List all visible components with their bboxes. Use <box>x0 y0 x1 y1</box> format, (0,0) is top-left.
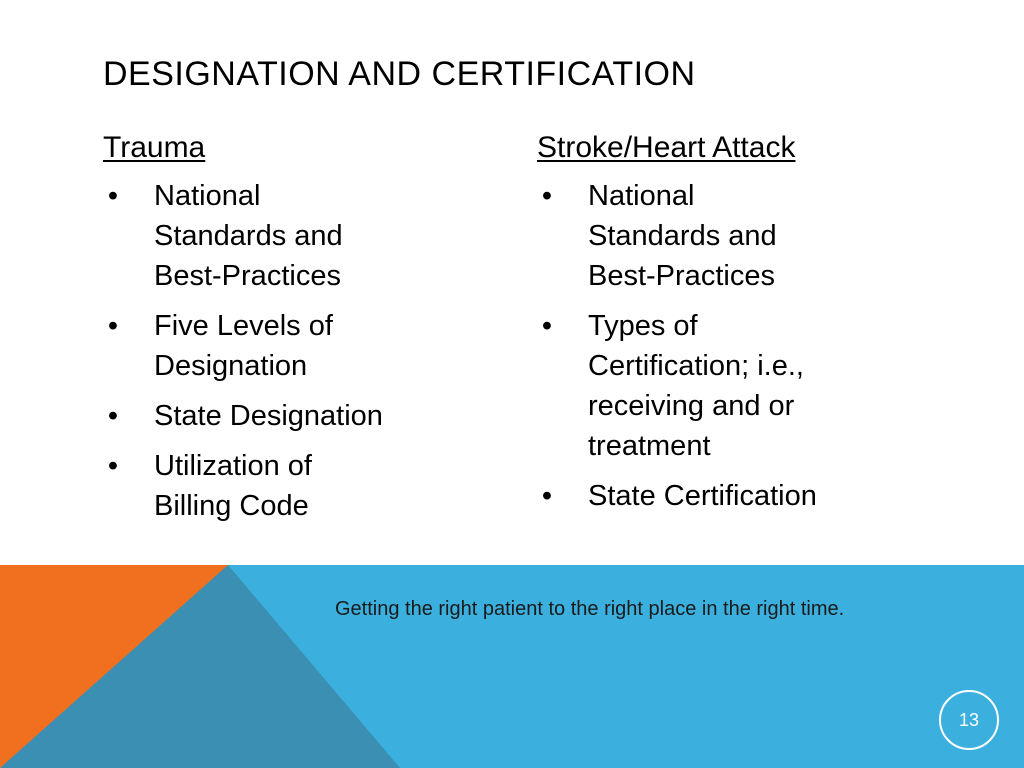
bullet-text-line: receiving and or <box>588 390 795 422</box>
bullet-text-line: Standards and <box>588 220 777 252</box>
bullet-text-line: State Designation <box>154 400 383 432</box>
bullet-item <box>537 306 917 466</box>
bullet-mark: • <box>541 310 553 342</box>
bullet-mark: • <box>107 180 119 212</box>
footer-tagline: Getting the right patient to the right place in the right time. <box>335 598 845 620</box>
stroke-heart-attack-bullet-list <box>537 176 917 516</box>
bullet-text-line: Designation <box>154 350 308 382</box>
bullet-text-line: Standards and <box>154 220 343 252</box>
bullet-text-line: State Certification <box>588 480 817 512</box>
page-number-badge: 13 <box>939 690 999 750</box>
trauma-heading: Trauma <box>103 131 206 164</box>
bullet-text-line: National <box>154 180 261 212</box>
bullet-item <box>103 396 483 436</box>
stroke-heart-attack-heading: Stroke/Heart Attack <box>537 131 796 164</box>
trauma-column <box>103 128 483 536</box>
bullet-item <box>537 176 917 296</box>
bullet-text-line: Billing Code <box>154 490 309 522</box>
bullet-item <box>103 176 483 296</box>
bullet-mark: • <box>107 400 119 432</box>
bullet-text-line: Certification; i.e., <box>588 350 804 382</box>
stroke-heart-attack-column <box>537 128 917 526</box>
bullet-text-line: Types of <box>588 310 698 342</box>
bullet-text-line: treatment <box>588 430 711 462</box>
trauma-bullet-list <box>103 176 483 526</box>
bullet-mark: • <box>107 310 119 342</box>
bullet-text-line: Best-Practices <box>154 260 341 292</box>
bullet-text-line: National <box>588 180 695 212</box>
bullet-text-line: Utilization of <box>154 450 312 482</box>
bullet-mark: • <box>541 480 553 512</box>
bullet-text-line: Best-Practices <box>588 260 775 292</box>
bullet-item <box>537 476 917 516</box>
bullet-item <box>103 306 483 386</box>
bullet-item <box>103 446 483 526</box>
bullet-mark: • <box>107 450 119 482</box>
slide-title: DESIGNATION AND CERTIFICATION <box>103 55 696 93</box>
footer-band <box>0 565 1024 768</box>
bullet-mark: • <box>541 180 553 212</box>
bullet-text-line: Five Levels of <box>154 310 333 342</box>
